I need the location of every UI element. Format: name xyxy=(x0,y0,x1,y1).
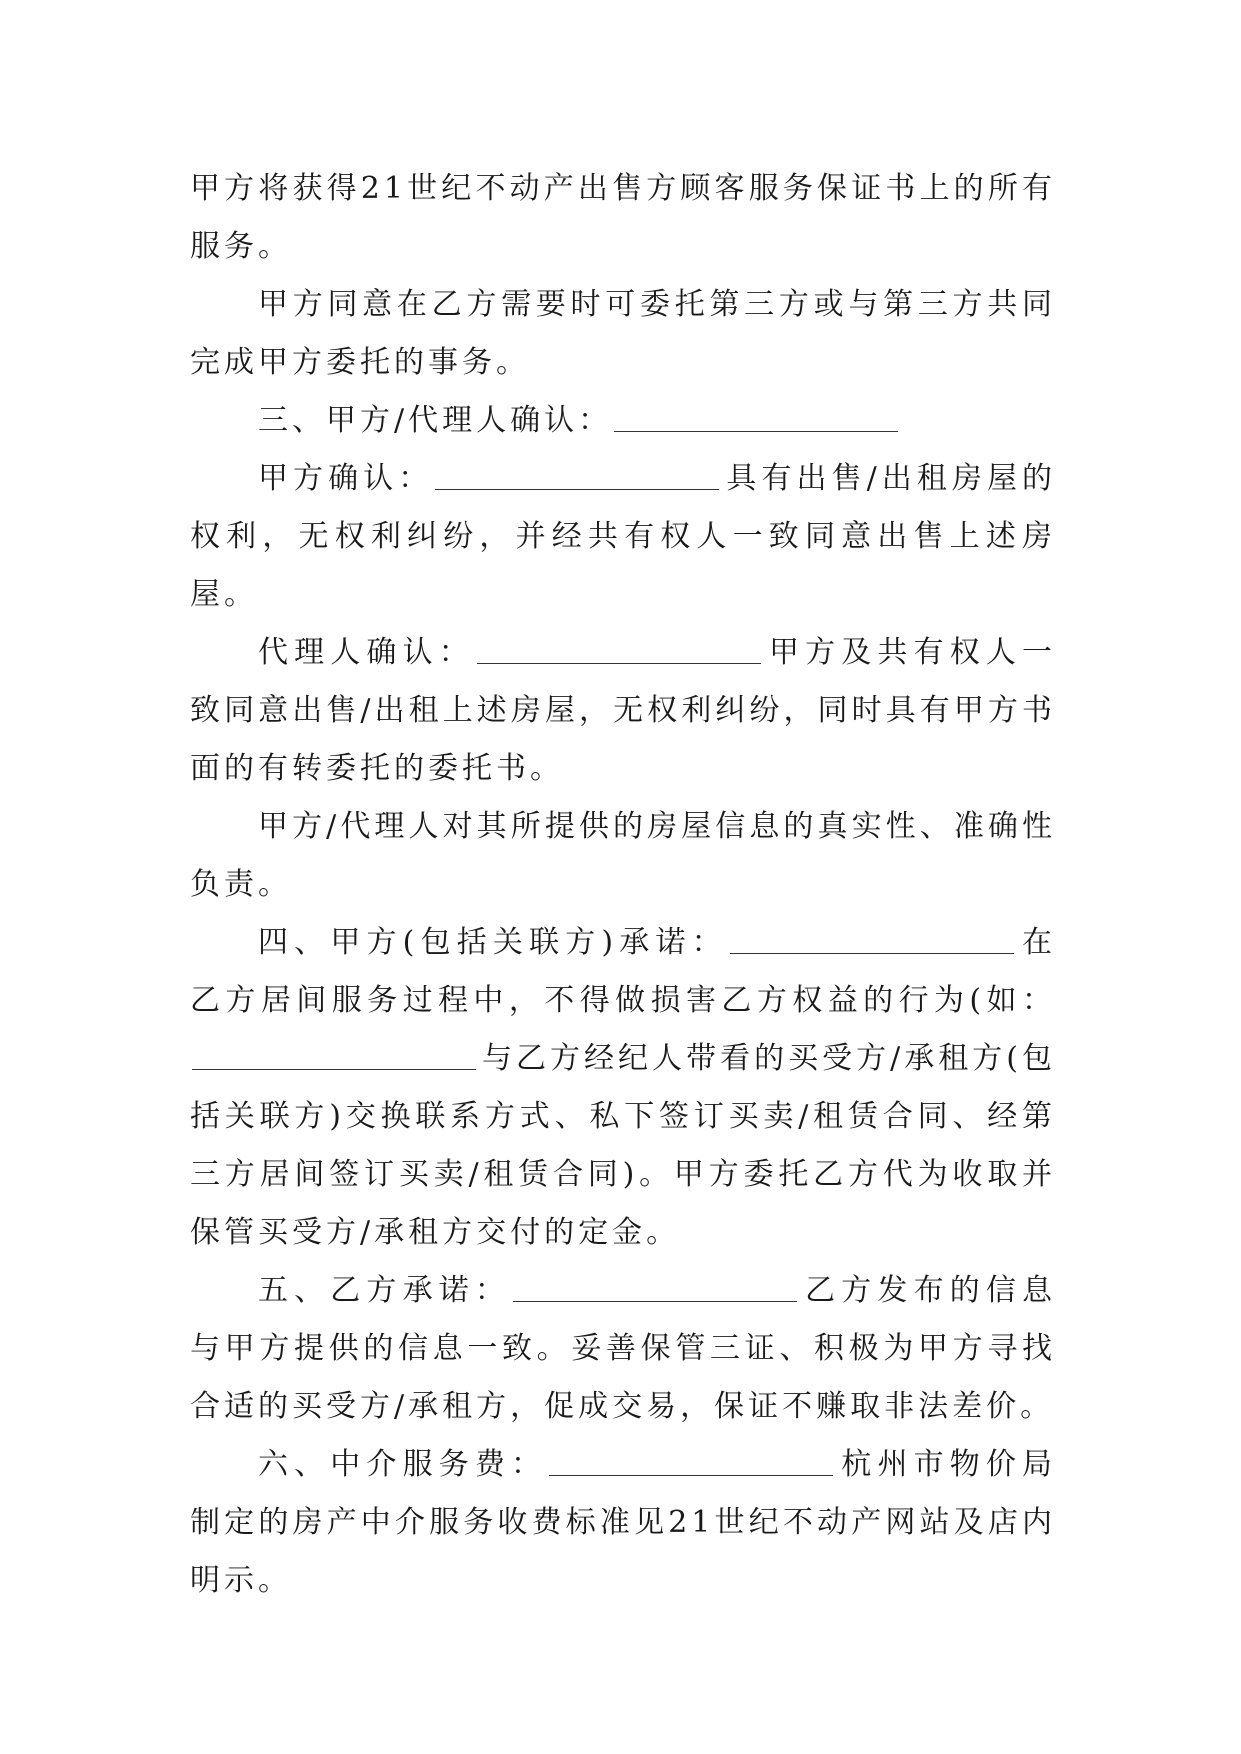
section-four-heading: 四、甲方(包括关联方)承诺： xyxy=(258,925,728,960)
paragraph-agent-confirmation xyxy=(190,624,1056,798)
blank-fill-line xyxy=(513,1271,797,1302)
section-six-service-fee xyxy=(190,1436,1056,1610)
section-four-text-b: 与乙方经纪人带看的买受方/承租方(包括关联方)交换联系方式、私下签订买卖/租赁合同、经第三方居间签订买卖/租赁合同)。甲方委托乙方代为收取并保管买受方/承租方交付的定金。 xyxy=(190,1041,1056,1250)
paragraph-information-accuracy: 甲方/代理人对其所提供的房屋信息的真实性、准确性负责。 xyxy=(190,809,1056,902)
section-three-confirmation xyxy=(190,392,1056,450)
section-five-heading: 五、乙方承诺： xyxy=(258,1273,511,1308)
blank-fill-line xyxy=(549,1445,833,1476)
section-five-text: 乙方发布的信息与甲方提供的信息一致。妥善保管三证、积极为甲方寻找合适的买受方/承租方，促成交易，保证不赚取非法差价。 xyxy=(190,1273,1056,1424)
section-six-heading: 六、中介服务费： xyxy=(258,1447,548,1482)
section-three-heading: 三、甲方/代理人确认： xyxy=(258,403,613,438)
blank-fill-line xyxy=(477,633,761,664)
blank-fill-line xyxy=(192,1039,476,1070)
party-a-confirm-label: 甲方确认： xyxy=(258,461,434,496)
party-a-confirm-text: 具有出售/出租房屋的权利，无权利纠纷，并经共有权人一致同意出售上述房屋。 xyxy=(190,461,1056,612)
paragraph-third-party-delegation: 甲方同意在乙方需要时可委托第三方或与第三方共同完成甲方委托的事务。 xyxy=(190,287,1056,380)
section-six-text: 杭州市物价局制定的房产中介服务收费标准见21世纪不动产网站及店内明示。 xyxy=(190,1447,1057,1598)
document-page xyxy=(190,160,1056,1610)
section-four-commitment xyxy=(190,914,1056,1262)
blank-fill-line xyxy=(435,459,719,490)
paragraph-party-a-confirmation xyxy=(190,450,1056,624)
paragraph-service-guarantee: 甲方将获得21世纪不动产出售方顾客服务保证书上的所有服务。 xyxy=(190,171,1056,264)
blank-fill-line xyxy=(614,401,898,432)
section-five-commitment xyxy=(190,1262,1056,1436)
blank-fill-line xyxy=(730,923,1014,954)
section-four-text-a: 在乙方居间服务过程中，不得做损害乙方权益的行为(如： xyxy=(190,925,1056,1018)
agent-confirm-text: 甲方及共有权人一致同意出售/出租上述房屋，无权利纠纷，同时具有甲方书面的有转委托的委托书。 xyxy=(190,635,1057,786)
agent-confirm-label: 代理人确认： xyxy=(258,635,475,670)
